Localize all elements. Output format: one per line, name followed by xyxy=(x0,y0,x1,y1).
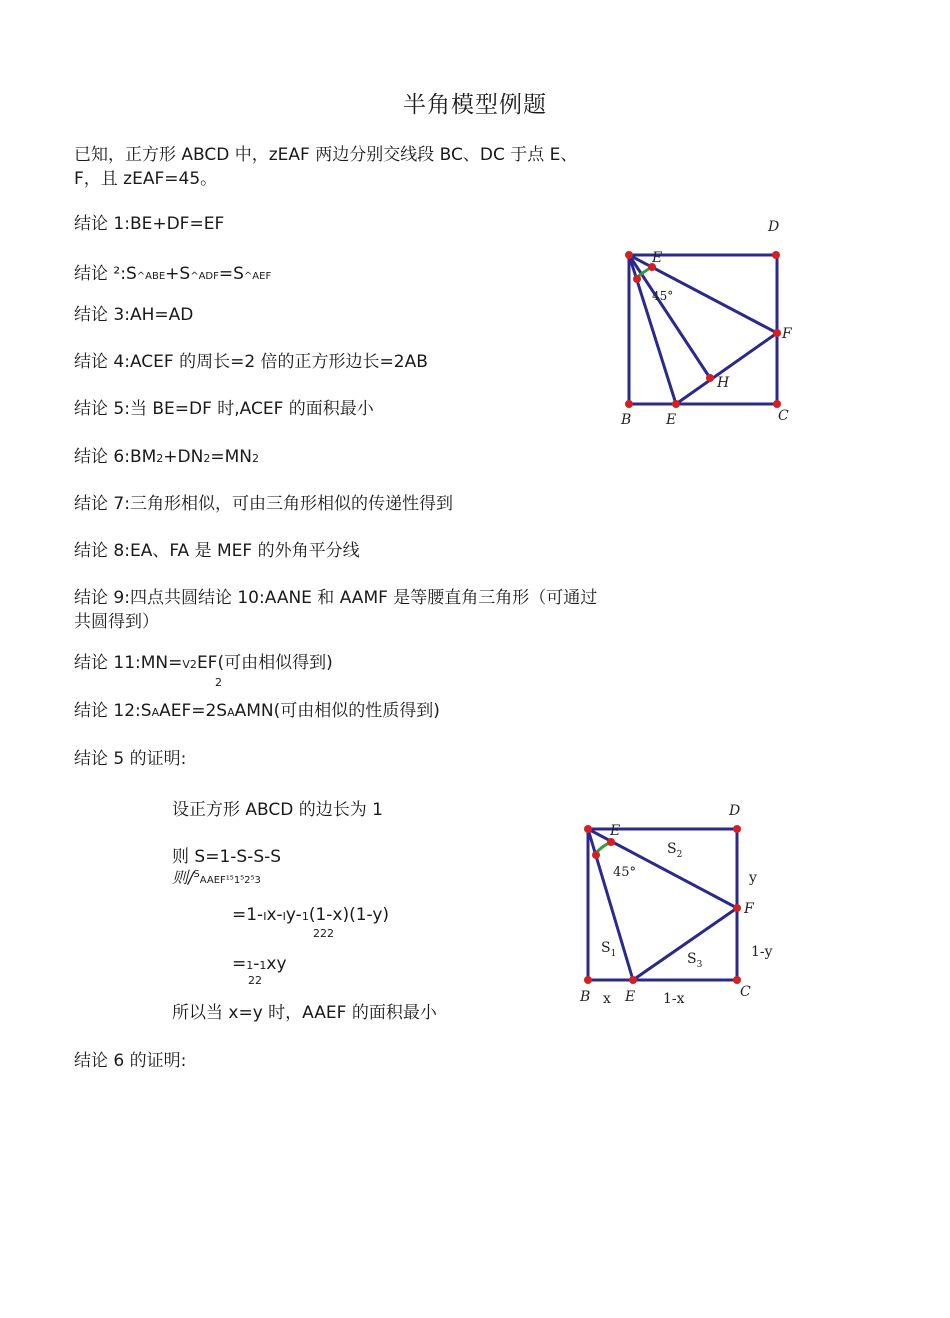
intro-line-1: 已知，正方形 ABCD 中，zEAF 两边分别交线段 BC、DC 于点 E、 xyxy=(74,145,578,165)
c12-part-a: 结论 12:S xyxy=(74,701,152,721)
fig2-point-b xyxy=(584,976,592,984)
c12-part-f: (可由相似的性质得到) xyxy=(273,701,440,721)
conclusion-11 xyxy=(74,651,333,677)
c12-part-c: AEF=2S xyxy=(159,701,228,721)
conclusion-6 xyxy=(74,445,259,471)
fig2-label-s2-main: S xyxy=(667,841,677,857)
fig1-angle-label: 45° xyxy=(652,289,674,303)
conclusion-2-s2-sub: ^ADF xyxy=(190,271,219,282)
fig2-point-e-top xyxy=(607,838,615,846)
fig1-label-b: B xyxy=(621,412,632,428)
fig1-label-h: H xyxy=(717,375,730,391)
proof-line-1: 设正方形 ABCD 的边长为 1 xyxy=(172,800,383,820)
fig1-point-c xyxy=(773,400,781,408)
proof-line-3-c: AAEF xyxy=(199,875,226,886)
proof-line-5-e: xy xyxy=(266,954,287,974)
proof-line-4-g: (1-x)(1-y) xyxy=(308,905,390,925)
proof-line-5-sub: 22 xyxy=(248,974,262,987)
fig1-point-b xyxy=(625,400,633,408)
fig1-label-c: C xyxy=(778,408,789,424)
conclusion-9-line-1: 结论 9:四点共圆结论 10:AANE 和 AAMF 是等腰直角三角形（可通过 xyxy=(74,588,598,608)
fig2-angle-label: 45° xyxy=(613,865,637,880)
proof-5-title: 结论 5 的证明: xyxy=(74,749,187,769)
proof-line-5-d: 1 xyxy=(259,959,267,972)
c12-part-e: AMN xyxy=(234,701,274,721)
c11-part-b: V2 xyxy=(182,658,197,671)
conclusion-4: 结论 4:ACEF 的周长=2 倍的正方形边长=2AB xyxy=(74,352,428,372)
proof-line-4-e: y- xyxy=(285,905,302,925)
fig2-label-1-y: 1-y xyxy=(751,944,773,960)
c6-part-d: 2 xyxy=(203,452,211,465)
fig1-point-a xyxy=(625,251,633,259)
proof-line-5-c: - xyxy=(253,954,260,974)
conclusion-1: 结论 1:BE+DF=EF xyxy=(74,214,225,234)
fig2-label-s3-sub: 3 xyxy=(696,960,703,970)
proof-line-4-f: 1 xyxy=(301,910,309,923)
proof-line-3-d: ¹⁵1⁵2⁵3 xyxy=(225,875,261,886)
c12-part-d: A xyxy=(227,706,235,719)
intro-line-2: F，且 zEAF=45。 xyxy=(74,169,218,189)
proof-line-5-b: 1 xyxy=(246,959,254,972)
fig2-label-1-x: 1-x xyxy=(663,991,685,1007)
c11-part-c: EF xyxy=(196,653,218,673)
fig1-point-d xyxy=(772,251,780,259)
c6-part-f: 2 xyxy=(251,452,259,465)
proof-line-2-b: S=1-S-S-S xyxy=(194,847,282,867)
proof-line-6: 所以当 x=y 时，AAEF 的面积最小 xyxy=(172,1003,437,1023)
conclusion-2-plus: +S xyxy=(165,264,191,284)
fig2-label-c: C xyxy=(740,984,751,1000)
conclusion-2-eq: =S xyxy=(218,264,244,284)
fig2-label-s3 xyxy=(687,951,703,970)
conclusion-2 xyxy=(74,262,271,289)
figure-2-diagram xyxy=(570,800,790,1015)
c11-part-a: 结论 11:MN= xyxy=(74,653,183,673)
fig2-label-s3-main: S xyxy=(687,951,697,967)
c6-part-a: 结论 6:BM xyxy=(74,447,157,467)
proof-6-title: 结论 6 的证明: xyxy=(74,1051,187,1071)
c6-part-c: +DN xyxy=(163,447,204,467)
fig1-point-h xyxy=(706,374,714,382)
proof-line-4-b: I xyxy=(263,910,267,923)
fig2-point-f xyxy=(733,904,741,912)
fig2-label-s1 xyxy=(601,940,616,959)
c6-part-e: =MN xyxy=(210,447,252,467)
c11-part-d: (可由相似得到) xyxy=(217,653,333,673)
proof-line-3 xyxy=(172,865,261,888)
fig1-label-d: D xyxy=(768,219,780,235)
fig1-line-ef xyxy=(676,333,777,404)
fig2-label-b: B xyxy=(580,989,591,1005)
fig1-label-e: E xyxy=(666,412,677,428)
c11-subscript: 2 xyxy=(215,676,222,689)
fig1-point-f xyxy=(773,329,781,337)
proof-line-5-a: = xyxy=(232,954,247,974)
fig2-point-e xyxy=(629,976,637,984)
fig2-label-s2 xyxy=(667,841,682,860)
proof-line-4-c: x- xyxy=(266,905,283,925)
conclusion-2-s1-sub: ^ABE xyxy=(136,271,166,282)
conclusion-8: 结论 8:EA、FA 是 MEF 的外角平分线 xyxy=(74,541,360,561)
fig2-label-y: y xyxy=(749,870,757,886)
proof-line-4-d: I xyxy=(282,910,286,923)
fig2-point-d xyxy=(733,825,741,833)
fig2-point-a xyxy=(584,825,592,833)
conclusion-2-s1: S xyxy=(125,264,137,284)
page-title: 半角模型例题 xyxy=(403,92,547,118)
fig2-line-ef xyxy=(633,908,737,980)
fig2-label-x: x xyxy=(603,991,611,1007)
fig1-point-e xyxy=(672,400,680,408)
fig1-label-f: F xyxy=(782,326,792,342)
conclusion-7: 结论 7:三角形相似，可由三角形相似的传递性得到 xyxy=(74,494,453,514)
fig1-point-e-inner xyxy=(633,275,641,283)
proof-line-3-a: 则/ xyxy=(172,868,194,887)
conclusion-5: 结论 5:当 BE=DF 时,ACEF 的面积最小 xyxy=(74,399,374,419)
c6-part-b: 2 xyxy=(156,452,164,465)
fig2-label-e: E xyxy=(625,989,636,1005)
conclusion-9-line-2: 共圆得到） xyxy=(74,612,159,632)
conclusion-12 xyxy=(74,699,440,725)
proof-line-4-a: =1- xyxy=(232,905,264,925)
fig2-point-e-inner xyxy=(592,851,600,859)
conclusion-3: 结论 3:AH=AD xyxy=(74,305,194,325)
fig2-label-f: F xyxy=(744,901,754,917)
proof-line-4-sub: 222 xyxy=(313,927,334,940)
fig1-label-e-top: E xyxy=(652,250,663,266)
fig2-label-s1-sub: 1 xyxy=(610,949,617,959)
conclusion-2-prefix: 结论 ²: xyxy=(74,264,126,284)
c12-part-b: A xyxy=(151,706,160,719)
proof-line-4 xyxy=(232,903,389,929)
fig2-label-s2-sub: 2 xyxy=(676,850,683,860)
fig2-label-d: D xyxy=(729,803,741,819)
fig2-label-e-top: E xyxy=(610,823,621,839)
conclusion-2-s3-sub: ^AEF xyxy=(243,271,272,282)
fig2-label-s1-main: S xyxy=(601,940,611,956)
fig2-point-c xyxy=(733,976,741,984)
proof-line-3-b: S xyxy=(193,869,200,880)
proof-line-2-a: 则 xyxy=(172,847,195,867)
figure-1-diagram xyxy=(610,210,810,435)
